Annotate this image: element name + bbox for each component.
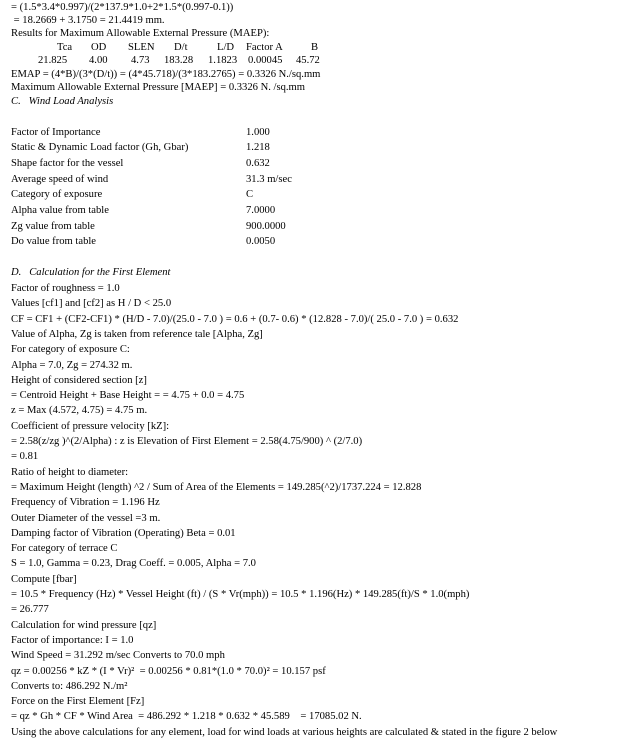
wind-param-label: Shape factor for the vessel xyxy=(11,158,124,169)
maep-header-factor-a: Factor A xyxy=(246,42,283,53)
wind-param-label: Zg value from table xyxy=(11,221,95,232)
wind-param-value: 0.0050 xyxy=(246,236,276,247)
maep-header-od: OD xyxy=(91,42,107,53)
calc-line: qz = 0.00256 * kZ * (I * Vr)² = 0.00256 * 0.81*(1.0 * 70.0)² = 10.157 psf xyxy=(11,666,326,677)
calc-line: Ratio of height to diameter: xyxy=(11,467,129,478)
calc-line: Values [cf1] and [cf2] as H / D < 25.0 xyxy=(11,298,172,309)
calc-line: = 0.81 xyxy=(11,451,39,462)
maep-value-ld: 1.1823 xyxy=(208,55,238,66)
calc-line: Force on the First Element [Fz] xyxy=(11,696,145,707)
section-d-title: D. Calculation for the First Element xyxy=(11,267,171,278)
calc-line: S = 1.0, Gamma = 0.23, Drag Coeff. = 0.005, Alpha = 7.0 xyxy=(11,558,256,569)
wind-param-label: Do value from table xyxy=(11,236,97,247)
wind-param-value: 0.632 xyxy=(246,158,270,169)
wind-param-value: 900.0000 xyxy=(246,221,286,232)
maep-header-slen: SLEN xyxy=(128,42,155,53)
calc-line: CF = CF1 + (CF2-CF1) * (H/D - 7.0)/(25.0 - 7.0 ) = 0.6 + (0.7- 0.6) * (12.828 - 7.0)/( 25.0 - 7.0 ) = 0.632 xyxy=(11,314,459,325)
wind-param-value: 1.000 xyxy=(246,127,270,138)
calc-line: Converts to: 486.292 N./m² xyxy=(11,681,128,692)
wind-param-value: 7.0000 xyxy=(246,205,276,216)
maep-header-dt: D/t xyxy=(174,42,188,53)
maep-header-tca: Tca xyxy=(57,42,73,53)
calc-line: Outer Diameter of the vessel =3 m. xyxy=(11,513,161,524)
emap-line: EMAP = (4*B)/(3*(D/t)) = (4*45.718)/(3*183.2765) = 0.3326 N./sq.mm xyxy=(11,69,321,80)
calc-line: Value of Alpha, Zg is taken from reference tale [Alpha, Zg] xyxy=(11,329,263,340)
calc-line: For category of exposure C: xyxy=(11,344,130,355)
maep-value-b: 45.72 xyxy=(296,55,320,66)
calc-line: Compute [fbar] xyxy=(11,574,77,585)
wind-param-value: C xyxy=(246,189,254,200)
calc-line: = 2.58(z/zg )^(2/Alpha) : z is Elevation of First Element = 2.58(4.75/900) ^ (2/7.0) xyxy=(11,436,363,447)
section-c-title: C. Wind Load Analysis xyxy=(11,96,114,107)
calc-line: Factor of importance: I = 1.0 xyxy=(11,635,134,646)
calc-line: For category of terrace C xyxy=(11,543,118,554)
wind-param-label: Average speed of wind xyxy=(11,174,109,185)
equation-line: = (1.5*3.4*0.997)/(2*137.9*1.0+2*1.5*(0.997-0.1)) xyxy=(11,2,234,13)
maep-results-heading: Results for Maximum Allowable External Pressure (MAEP): xyxy=(11,28,270,39)
maep-header-b: B xyxy=(311,42,319,53)
wind-param-label: Category of exposure xyxy=(11,189,103,200)
calc-line: Calculation for wind pressure [qz] xyxy=(11,620,157,631)
calc-line: Coefficient of pressure velocity [kZ]: xyxy=(11,421,170,432)
wind-param-label: Factor of Importance xyxy=(11,127,101,138)
calc-line: Using the above calculations for any element, load for wind loads at various heights are calculated & stated in the figure 2 below xyxy=(11,727,558,738)
calc-line: = 26.777 xyxy=(11,604,49,615)
calc-line: = 10.5 * Frequency (Hz) * Vessel Height (ft) / (S * Vr(mph)) = 10.5 * 1.196(Hz) * 149.285(ft)/S * 1.0(mph) xyxy=(11,589,470,600)
wind-param-value: 1.218 xyxy=(246,142,270,153)
equation-result-line: = 18.2669 + 3.1750 = 21.4419 mm. xyxy=(11,15,165,26)
wind-param-label: Alpha value from table xyxy=(11,205,109,216)
maep-value-od: 4.00 xyxy=(89,55,108,66)
calc-line: Height of considered section [z] xyxy=(11,375,147,386)
maep-value-slen: 4.73 xyxy=(131,55,150,66)
calc-line: Wind Speed = 31.292 m/sec Converts to 70.0 mph xyxy=(11,650,225,661)
maep-value-dt: 183.28 xyxy=(164,55,194,66)
calc-line: z = Max (4.572, 4.75) = 4.75 m. xyxy=(11,405,148,416)
maep-value-tca: 21.825 xyxy=(38,55,68,66)
maep-value-factor-a: 0.00045 xyxy=(248,55,283,66)
calc-line: = Maximum Height (length) ^2 / Sum of Area of the Elements = 149.285(^2)/1737.224 = 12.828 xyxy=(11,482,422,493)
wind-param-value: 31.3 m/sec xyxy=(246,174,292,185)
calc-line: = qz * Gh * CF * Wind Area = 486.292 * 1.218 * 0.632 * 45.589 = 17085.02 N. xyxy=(11,711,362,722)
maep-header-ld: L/D xyxy=(217,42,235,53)
calc-line: Damping factor of Vibration (Operating) Beta = 0.01 xyxy=(11,528,236,539)
maep-line: Maximum Allowable External Pressure [MAEP] = 0.3326 N. /sq.mm xyxy=(11,82,306,93)
wind-param-label: Static & Dynamic Load factor (Gh, Gbar) xyxy=(11,142,189,153)
calc-line: Factor of roughness = 1.0 xyxy=(11,283,120,294)
calc-line: = Centroid Height + Base Height = = 4.75 + 0.0 = 4.75 xyxy=(11,390,245,401)
calc-line: Alpha = 7.0, Zg = 274.32 m. xyxy=(11,360,133,371)
calc-line: Frequency of Vibration = 1.196 Hz xyxy=(11,497,160,508)
